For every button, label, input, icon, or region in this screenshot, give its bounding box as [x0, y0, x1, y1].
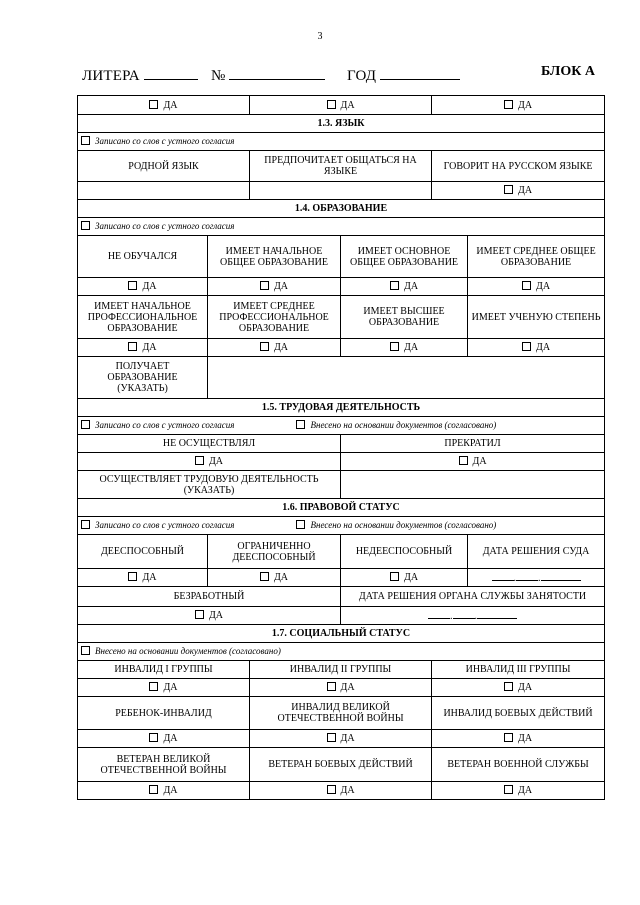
form-table [77, 95, 605, 800]
checkbox[interactable] [128, 342, 137, 351]
edu-option-label: ИМЕЕТ ОСНОВНОЕ ОБЩЕЕ ОБРАЗОВАНИЕ [341, 236, 468, 278]
checkbox[interactable] [327, 682, 336, 691]
edu-option-label: ИМЕЕТ ВЫСШЕЕ ОБРАЗОВАНИЕ [341, 296, 468, 339]
native-language-input[interactable] [78, 182, 250, 200]
litera-input-line[interactable] [144, 66, 198, 80]
checkbox[interactable] [327, 733, 336, 742]
receives-education-input[interactable] [208, 357, 605, 399]
checkbox[interactable] [149, 733, 158, 742]
edu-yes[interactable]: ДА [78, 278, 208, 296]
year-field [347, 66, 460, 85]
court-date-label: ДАТА РЕШЕНИЯ СУДА [468, 535, 605, 569]
prev-yes-cell-3[interactable]: ДА [432, 96, 605, 115]
speaks-russian-label: ГОВОРИТ НА РУССКОМ ЯЗЫКЕ [432, 151, 605, 182]
checkbox[interactable] [149, 785, 158, 794]
speaks-russian-yes[interactable]: ДА [432, 182, 605, 200]
checkbox[interactable] [390, 572, 399, 581]
social-yes[interactable]: ДА [78, 782, 250, 800]
preferred-language-label: ПРЕДПОЧИТАЕТ ОБЩАТЬСЯ НА ЯЗЫКЕ [250, 151, 432, 182]
edu-option-label: ИМЕЕТ НАЧАЛЬНОЕ ОБЩЕЕ ОБРАЗОВАНИЕ [208, 236, 341, 278]
consent-row: Записано со слов с устного согласия [78, 218, 605, 236]
unemployed-label: БЕЗРАБОТНЫЙ [78, 587, 341, 607]
section-title-education: 1.4. ОБРАЗОВАНИЕ [78, 200, 605, 218]
checkbox[interactable] [522, 281, 531, 290]
preferred-language-input[interactable] [250, 182, 432, 200]
checkbox[interactable] [128, 281, 137, 290]
edu-yes[interactable]: ДА [341, 339, 468, 357]
social-option-label: ИНВАЛИД II ГРУППЫ [250, 661, 432, 679]
edu-option-label: ИМЕЕТ СРЕДНЕЕ ПРОФЕССИОНАЛЬНОЕ ОБРАЗОВАНИЕ [208, 296, 341, 339]
litera-label: ЛИТЕРА [82, 68, 140, 84]
checkbox[interactable] [260, 572, 269, 581]
block-label: БЛОК А [541, 64, 595, 79]
social-yes[interactable]: ДА [250, 679, 432, 697]
year-label: ГОД [347, 68, 377, 84]
consent-row: Записано со слов с устного согласия [78, 133, 605, 151]
unemployed-yes[interactable]: ДА [78, 607, 341, 625]
stopped-label: ПРЕКРАТИЛ [341, 435, 605, 453]
edu-option-label: ИМЕЕТ УЧЕНУЮ СТЕПЕНЬ [468, 296, 605, 339]
social-yes[interactable]: ДА [250, 730, 432, 748]
social-yes[interactable]: ДА [432, 730, 605, 748]
checkbox[interactable] [390, 342, 399, 351]
page-number: 3 [317, 31, 323, 42]
checkbox[interactable] [504, 100, 513, 109]
section-title-work: 1.5. ТРУДОВАЯ ДЕЯТЕЛЬНОСТЬ [78, 399, 605, 417]
year-input-line[interactable] [380, 66, 460, 80]
not-working-yes[interactable]: ДА [78, 453, 341, 471]
checkbox[interactable] [128, 572, 137, 581]
checkbox[interactable] [390, 281, 399, 290]
number-field [211, 66, 325, 85]
checkbox[interactable] [327, 100, 336, 109]
edu-yes[interactable]: ДА [468, 278, 605, 296]
social-option-label: ВЕТЕРАН ВЕЛИКОЙ ОТЕЧЕСТВЕННОЙ ВОЙНЫ [78, 748, 250, 782]
checkbox[interactable] [459, 456, 468, 465]
source-row: Записано со слов с устного согласия Внесено на основании документов (согласовано) [78, 417, 605, 435]
edu-yes[interactable]: ДА [78, 339, 208, 357]
source-row: Внесено на основании документов (согласовано) [78, 643, 605, 661]
stopped-yes[interactable]: ДА [341, 453, 605, 471]
checkbox[interactable] [149, 100, 158, 109]
checkbox[interactable] [504, 785, 513, 794]
social-yes[interactable]: ДА [78, 679, 250, 697]
legal-yes[interactable]: ДА [341, 569, 468, 587]
social-option-label: ИНВАЛИД БОЕВЫХ ДЕЙСТВИЙ [432, 697, 605, 730]
edu-yes[interactable]: ДА [341, 278, 468, 296]
employment-date-input[interactable]: . . [341, 607, 605, 625]
native-language-label: РОДНОЙ ЯЗЫК [78, 151, 250, 182]
checkbox[interactable] [327, 785, 336, 794]
legal-option-label: ДЕЕСПОСОБНЫЙ [78, 535, 208, 569]
consent-checkbox[interactable] [81, 136, 90, 145]
consent-checkbox[interactable] [81, 420, 90, 429]
court-date-input[interactable]: . . [468, 569, 605, 587]
social-yes[interactable]: ДА [432, 679, 605, 697]
number-input-line[interactable] [229, 66, 325, 80]
social-yes[interactable]: ДА [250, 782, 432, 800]
edu-option-label: ИМЕЕТ НАЧАЛЬНОЕ ПРОФЕССИОНАЛЬНОЕ ОБРАЗОВАНИЕ [78, 296, 208, 339]
receives-education-label: ПОЛУЧАЕТ ОБРАЗОВАНИЕ (УКАЗАТЬ) [78, 357, 208, 399]
checkbox[interactable] [260, 342, 269, 351]
documents-checkbox[interactable] [81, 646, 90, 655]
social-yes[interactable]: ДА [432, 782, 605, 800]
social-yes[interactable]: ДА [78, 730, 250, 748]
edu-yes[interactable]: ДА [208, 339, 341, 357]
checkbox[interactable] [504, 733, 513, 742]
checkbox[interactable] [522, 342, 531, 351]
not-working-label: НЕ ОСУЩЕСТВЛЯЛ [78, 435, 341, 453]
edu-yes[interactable]: ДА [468, 339, 605, 357]
consent-checkbox[interactable] [81, 520, 90, 529]
employment-date-label: ДАТА РЕШЕНИЯ ОРГАНА СЛУЖБЫ ЗАНЯТОСТИ [341, 587, 605, 607]
checkbox[interactable] [195, 610, 204, 619]
documents-checkbox[interactable] [296, 520, 305, 529]
edu-yes[interactable]: ДА [208, 278, 341, 296]
legal-yes[interactable]: ДА [208, 569, 341, 587]
social-option-label: ИНВАЛИД ВЕЛИКОЙ ОТЕЧЕСТВЕННОЙ ВОЙНЫ [250, 697, 432, 730]
legal-yes[interactable]: ДА [78, 569, 208, 587]
section-title-social: 1.7. СОЦИАЛЬНЫЙ СТАТУС [78, 625, 605, 643]
litera-field [82, 66, 198, 85]
social-option-label: ИНВАЛИД III ГРУППЫ [432, 661, 605, 679]
number-label: № [211, 68, 226, 84]
documents-checkbox[interactable] [296, 420, 305, 429]
legal-option-label: ОГРАНИЧЕННО ДЕЕСПОСОБНЫЙ [208, 535, 341, 569]
social-option-label: ВЕТЕРАН БОЕВЫХ ДЕЙСТВИЙ [250, 748, 432, 782]
working-label: ОСУЩЕСТВЛЯЕТ ТРУДОВУЮ ДЕЯТЕЛЬНОСТЬ (УКАЗАТЬ) [78, 471, 341, 499]
consent-checkbox[interactable] [81, 221, 90, 230]
social-option-label: ИНВАЛИД I ГРУППЫ [78, 661, 250, 679]
source-row: Записано со слов с устного согласия Внесено на основании документов (согласовано) [78, 517, 605, 535]
social-option-label: РЕБЕНОК-ИНВАЛИД [78, 697, 250, 730]
edu-option-label: НЕ ОБУЧАЛСЯ [78, 236, 208, 278]
checkbox[interactable] [195, 456, 204, 465]
section-title-legal: 1.6. ПРАВОВОЙ СТАТУС [78, 499, 605, 517]
checkbox[interactable] [504, 185, 513, 194]
legal-option-label: НЕДЕЕСПОСОБНЫЙ [341, 535, 468, 569]
prev-yes-cell-1[interactable]: ДА [78, 96, 250, 115]
edu-option-label: ИМЕЕТ СРЕДНЕЕ ОБЩЕЕ ОБРАЗОВАНИЕ [468, 236, 605, 278]
prev-yes-cell-2[interactable]: ДА [250, 96, 432, 115]
working-input[interactable] [341, 471, 605, 499]
checkbox[interactable] [260, 281, 269, 290]
checkbox[interactable] [149, 682, 158, 691]
checkbox[interactable] [504, 682, 513, 691]
section-title-language: 1.3. ЯЗЫК [78, 115, 605, 133]
social-option-label: ВЕТЕРАН ВОЕННОЙ СЛУЖБЫ [432, 748, 605, 782]
